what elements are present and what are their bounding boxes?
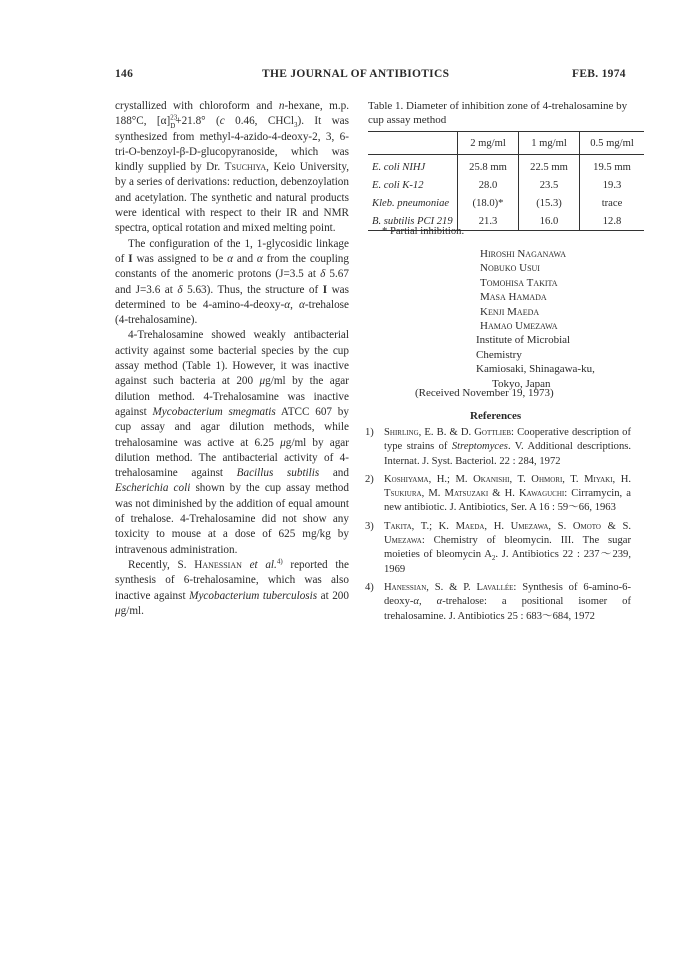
received-date: (Received November 19, 1973) [415,387,554,399]
reference-item: 2) Koshiyama, H.; M. Okanishi, T. Ohmori, T. Miyaki, H. Tsukiura, M. Matsuzaki & H. Kawaguchi: Cirramycin, a new antibiotic. J. Antibiotics, Ser. A 16 : 59～66, 1963 [365,473,631,514]
author-name: Hamao Umezawa [480,320,558,333]
table-header-cell: 2 mg/ml [458,132,519,155]
table-row [368,194,644,212]
reference-item: 1) Shirling, E. B. & D. Gottlieb: Cooperative description of type strains of Streptomyces. V. Additional descriptions. Internat. J. Syst. Bacteriol. 22 : 284, 1972 [365,427,632,467]
author-name: Kenji Maeda [480,305,540,318]
issue-date: FEB. 1974 [572,68,626,80]
inhibition-table [368,131,644,231]
table-header-cell: 0.5 mg/ml [580,132,645,155]
table-cell: (15.3) [519,194,580,212]
table-cell: 12.8 [580,212,645,231]
table-cell: 25.8 mm [458,155,519,177]
journal-title: THE JOURNAL OF ANTIBIOTICS [262,68,450,80]
table-row [368,176,644,194]
table-cell-organism: B. subtilis PCI 219 [372,215,453,227]
left-column [115,99,349,619]
reference-item: 3) Takita, T.; K. Maeda, H. Umezawa, S. Omoto & S. Umezawa: Chemistry of bleomycin. III. The sugar moieties of bleomycin $A_2$. J. Antibiotics 22 : 237～239, 1969 [365,520,631,575]
affiliation-line: Kamiosaki, Shinagawa-ku, [476,363,595,376]
table-cell: 21.3 [458,212,519,231]
table-cell: (18.0)* [458,194,519,212]
paragraph-configuration: The configuration of the 1, 1-glycosidic linkage of I was assigned to be α and α from the coupling constants of the anomeric protons (J=3.5 at δ 5.67 and J=3.6 at δ 5.63). Thus, the structure of I was determined to be 4-amino-4-deoxy-α, α-trehalose (4-trehalosamine). [115,237,350,327]
table-cell: trace [580,194,645,212]
table-footnote: * Partial inhibition. [382,226,465,237]
table-cell: 19.3 [580,176,645,194]
table-header-row [368,132,644,155]
reference-item: 4) Hanessian, S. & P. Lavallée: Synthesis of 6-amino-6-deoxy-α, α-trehalose: a positional isomer of trehalosamine. J. Antibiotics 25 : 683～684, 1972 [365,581,631,622]
paragraph-synthesis: crystallized with chloroform and n-hexane, m.p. 188°C, $[\alpha]^{23}_D+21.8^\circ$ (c 0.46, CHCl$_3$). It was synthesized from methyl-4-azido-4-deoxy-2, 3, 6-tri-O-benzoyl-β-D-glucopyranoside, which was kindly supplied by Dr. Tsuchiya, Keio University, by a series of derivations: reduction, debenzoylation and acetylation. The synthetic and natural products were identical with respect to their IR and NMR spectra, optical rotation and mixed melting point. [115,100,350,235]
references-heading: References [470,410,522,422]
table-header-cell [368,132,458,155]
author-block [476,247,595,391]
table-cell-organism: E. coli K-12 [372,179,424,191]
affiliation-line: Chemistry [476,348,522,361]
table-cell-organism: Kleb. pneumoniae [372,197,450,209]
affiliation-line: Institute of Microbial [476,334,571,347]
references-list [365,426,631,628]
table-row [368,155,644,177]
affiliation-line: Tokyo, Japan [492,377,551,390]
table-header-cell: 1 mg/ml [519,132,580,155]
table-cell-organism: E. coli NIHJ [372,161,426,173]
author-name: Masa Hamada [480,291,547,304]
page-number: 146 [115,68,134,80]
author-name: Tomohisa Takita [480,276,558,289]
author-name: Nobuko Usui [480,262,540,275]
table-cell: 16.0 [519,212,580,231]
table-cell: 28.0 [458,176,519,194]
paragraph-activity: 4-Trehalosamine showed weakly antibacterial activity against some bacterial species by the cup assay method (Table 1). However, it was inactive against such bacteria at 200 μg/ml by the agar dilution method. 4-Trehalosamine was inactive against Mycobacterium smegmatis ATCC 607 by cup assay and agar dilution methods, while trehalosamine was active at 6.25 μg/ml by agar dilution method. The antibacterial activity of 4-trehalosamine against Bacillus subtilis and Escherichia coli shown by the cup assay method was not diminished by the addition of equal amount of trehalose. 4-Trehalosamine did not show any toxicity to mouse at a dose of 625 mg/kg by intravenous administration. [115,329,349,556]
author-name: Hiroshi Naganawa [480,248,566,260]
table-caption: Table 1. Diameter of inhibition zone of 4-trehalosamine by cup assay method [368,100,628,126]
table-cell: 23.5 [519,176,580,194]
table-cell: 19.5 mm [580,155,645,177]
table-cell: 22.5 mm [519,155,580,177]
paragraph-hanessian: Recently, S. Hanessian et al.$^{4)}$ reported the synthesis of 6-trehalosamine, which was also inactive against Mycobacterium tuberculosis at 200 μg/ml. [115,557,349,617]
